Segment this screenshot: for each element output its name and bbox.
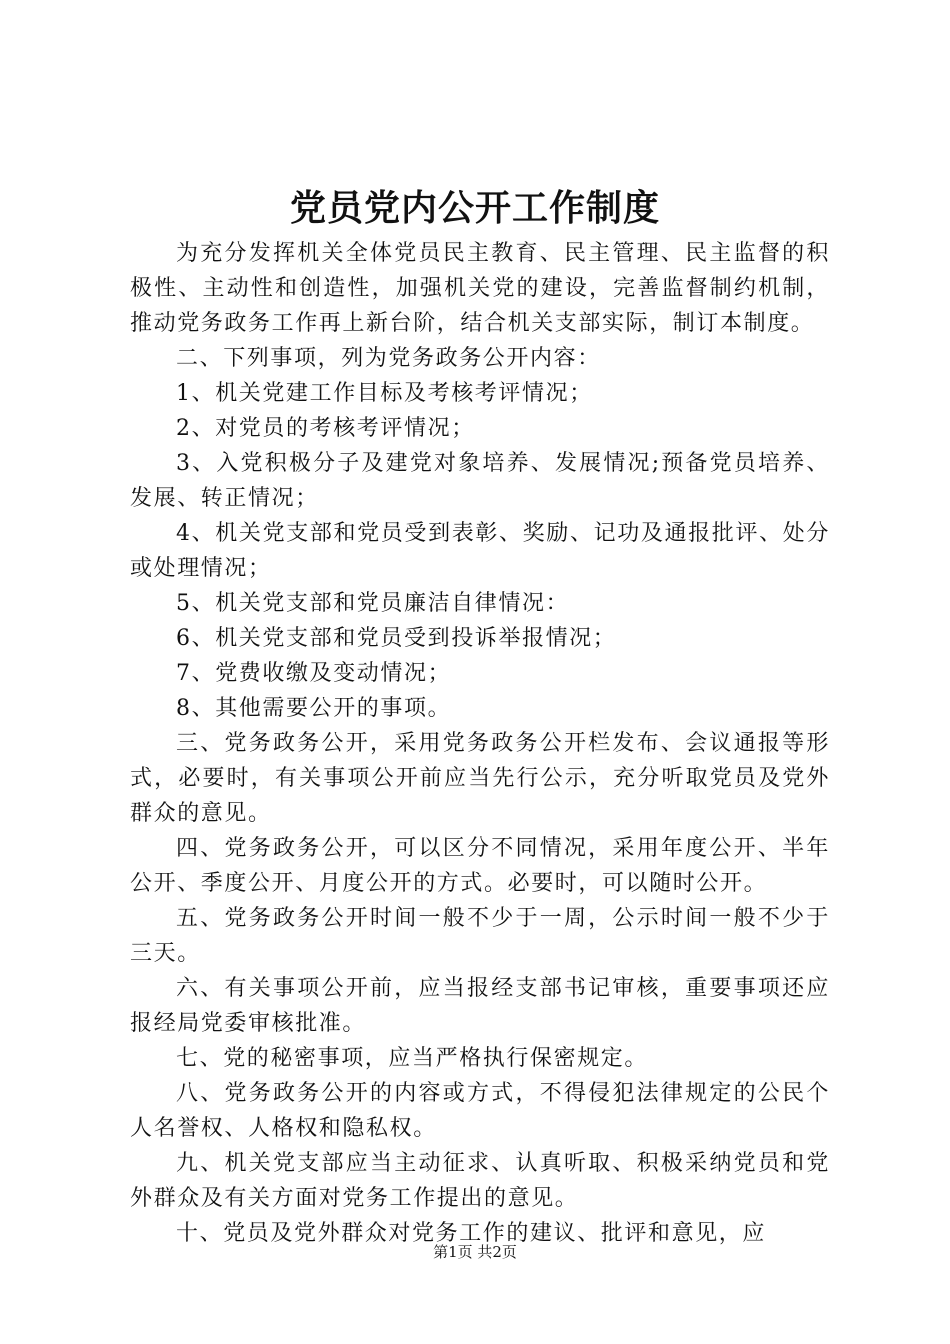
paragraph-section-5: 五、党务政务公开时间一般不少于一周，公示时间一般不少于三天。: [130, 906, 830, 966]
document-title: 党员党内公开工作制度: [289, 188, 660, 229]
list-item-2: 2、对党员的考核考评情况；: [176, 416, 475, 441]
paragraph-section-9: 九、机关党支部应当主动征求、认真听取、积极采纳党员和党外群众及有关方面对党务工作提出的意见。: [130, 1151, 830, 1211]
paragraph-section-2: 二、下列事项，列为党务政务公开内容：: [176, 346, 601, 371]
list-item-5: 5、机关党支部和党员廉洁自律情况：: [176, 591, 570, 616]
list-item-7: 7、党费收缴及变动情况；: [176, 661, 452, 686]
paragraph-section-3: 三、党务政务公开，采用党务政务公开栏发布、会议通报等形式，必要时，有关事项公开前应当先行公示，充分听取党员及党外群众的意见。: [130, 731, 830, 826]
list-item-6: 6、机关党支部和党员受到投诉举报情况；: [176, 626, 617, 651]
list-item-4: 4、机关党支部和党员受到表彰、奖励、记功及通报批评、处分或处理情况；: [130, 521, 830, 581]
page-footer: 第1页 共2页: [433, 1243, 517, 1261]
list-item-1: 1、机关党建工作目标及考核考评情况；: [176, 381, 593, 406]
paragraph-section-10: 十、党员及党外群众对党务工作的建议、批评和意见，应: [176, 1221, 767, 1246]
paragraph-section-6: 六、有关事项公开前，应当报经支部书记审核，重要事项还应报经局党委审核批准。: [130, 976, 830, 1036]
list-item-8: 8、其他需要公开的事项。: [176, 696, 452, 721]
paragraph-section-7: 七、党的秘密事项，应当严格执行保密规定。: [176, 1046, 649, 1071]
document-body: [130, 236, 830, 1251]
paragraph-intro: 为充分发挥机关全体党员民主教育、民主管理、民主监督的积极性、主动性和创造性，加强机关党的建设，完善监督制约机制，推动党务政务工作再上新台阶，结合机关支部实际，制订本制度。: [130, 241, 830, 336]
list-item-3: 3、入党积极分子及建党对象培养、发展情况;预备党员培养、发展、转正情况；: [130, 451, 830, 511]
paragraph-section-4: 四、党务政务公开，可以区分不同情况，采用年度公开、半年公开、季度公开、月度公开的方式。必要时，可以随时公开。: [130, 836, 830, 896]
paragraph-section-8: 八、党务政务公开的内容或方式，不得侵犯法律规定的公民个人名誉权、人格权和隐私权。: [130, 1081, 830, 1141]
